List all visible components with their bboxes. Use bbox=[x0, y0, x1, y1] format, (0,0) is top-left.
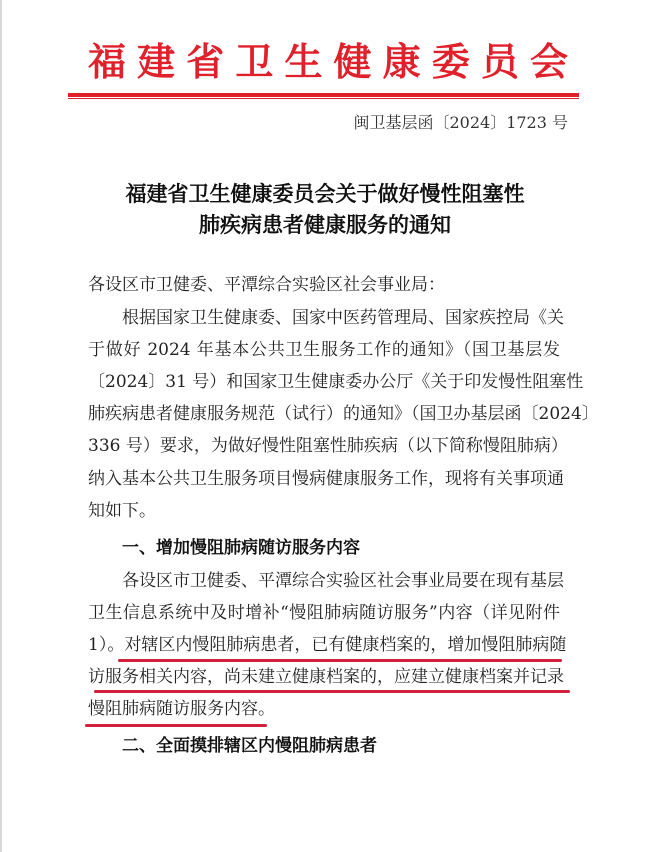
highlight-underline bbox=[118, 659, 562, 662]
para1-line: 纳入基本公共卫生服务项目慢病健康服务工作，现将有关事项通 bbox=[88, 469, 564, 489]
highlight-underline bbox=[85, 724, 267, 727]
para2-line: 访服务相关内容，尚未建立健康档案的，应建立健康档案并记录 bbox=[88, 667, 564, 687]
para2-line: 卫生信息系统中及时增补“慢阻肺病随访服务”内容（详见附件 bbox=[88, 603, 560, 623]
page-edge bbox=[0, 0, 2, 852]
para1-line: 于做好 2024 年基本公共卫生服务工作的通知》（国卫基层发 bbox=[88, 340, 560, 360]
addressee: 各设区市卫健委、平潭综合实验区社会事业局： bbox=[88, 275, 445, 295]
para1-line: 根据国家卫生健康委、国家中医药管理局、国家疾控局《关 bbox=[122, 308, 564, 328]
para2-line: 1）。对辖区内慢阻肺病患者，已有健康档案的，增加慢阻肺病随 bbox=[88, 635, 567, 655]
document-number: 闽卫基层函〔2024〕1723 号 bbox=[353, 113, 568, 132]
para2-line: 各设区市卫健委、平潭综合实验区社会事业局要在现有基层 bbox=[122, 571, 564, 591]
title-line-1: 福建省卫生健康委员会关于做好慢性阻塞性 bbox=[125, 181, 525, 206]
para1-line: 肺疾病患者健康服务规范（试行）的通知》（国卫办基层函〔2024〕 bbox=[88, 404, 599, 424]
para1-line: 知如下。 bbox=[88, 501, 156, 521]
highlight-underline bbox=[94, 690, 570, 693]
para1-line: 336 号）要求，为做好慢性阻塞性肺疾病（以下简称慢阻肺病） bbox=[88, 436, 568, 456]
section-2-heading: 二、全面摸排辖区内慢阻肺病患者 bbox=[122, 736, 377, 756]
title-line-2: 肺疾病患者健康服务的通知 bbox=[199, 212, 451, 237]
para1-line: 〔2024〕31 号）和国家卫生健康委办公厅《关于印发慢性阻塞性 bbox=[88, 372, 584, 392]
red-divider bbox=[68, 93, 579, 97]
para2-line: 慢阻肺病随访服务内容。 bbox=[88, 699, 275, 719]
red-divider-thin bbox=[68, 98, 579, 99]
section-1-heading: 一、增加慢阻肺病随访服务内容 bbox=[122, 538, 360, 558]
issuing-org-header: 福建省卫生健康委员会 bbox=[88, 39, 568, 84]
